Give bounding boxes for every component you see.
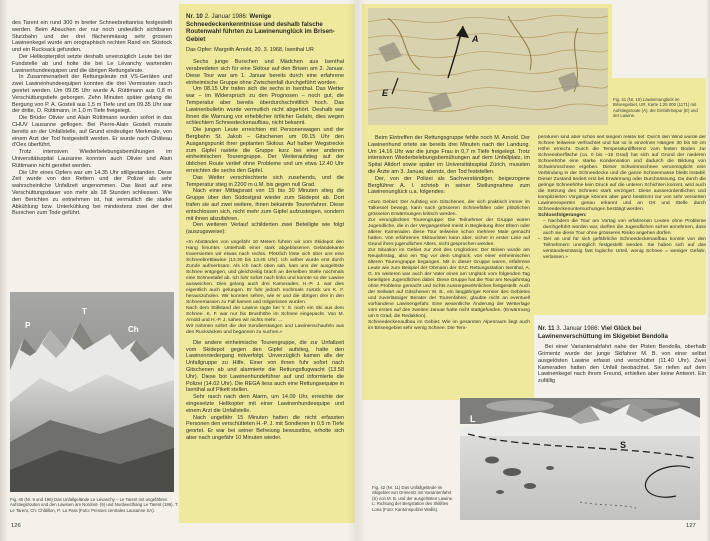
paragraph: Der, von der Polizei als Sachverständiger, beigezogene Bergführer A. I. schrieb in seiner Stellungnahme zum Lawinenunglück u.a. folgendes: bbox=[368, 175, 530, 196]
paragraph: Nach dem Stillstand der Lawine ragte bei Y. S. noch ein Ski aus dem Schnee. K. F. war nur bis Brusthöhe im Schnee eingepackt. Von M. Arnold und H.-P. J. sahen wir nichts mehr. ... bbox=[186, 305, 344, 323]
report-nr11-heading bbox=[538, 325, 706, 340]
paragraph: In Zusammenarbeit der Rettungsleute mit VS-Geräten und zwei Lawinenhundeequipen konnten die drei Vermissten rasch geortet werden. Um 09.05 Uhr wurde A. Rüttimann aus 0,8 m Verschüttungstiefe geborgen. Zehn Minuten später gelang die Bergung von P. A. Gosteli aus 1,5 m Tiefe und um 09.35 Uhr war der dritte, O. Rüttimann, in 1,0 m Tiefe freigelegt. bbox=[12, 74, 172, 115]
book-gutter bbox=[348, 0, 366, 541]
fig41-route-label-E: E bbox=[382, 88, 389, 98]
page-number-127: 127 bbox=[686, 523, 696, 529]
fig40-photo bbox=[10, 292, 174, 492]
report-nr10-victim-line: Das Opfer: Margrith Arnold, 20. 3. 1968, Isenthal UR bbox=[186, 47, 314, 54]
page-edge-left bbox=[0, 0, 8, 541]
report-nr11-body bbox=[538, 344, 706, 385]
fig40-caption: Fig. 40 (Nr. 9 und 196) Das Unfallgelände Le Lévanchy – Le Tarent mit ungefähren Aufstiegsrouten und den Lawinen am Nordost- (9) und Nordwesthang Le Tarent (196). T: Le Tarent, Ch: Châtillon, P: La Para (Foto: Presses centrales Lausanne SA). bbox=[10, 497, 179, 513]
paragraph: Sehr rasch nach dem Alarm, um 14.09 Uhr, erreichte der eingesetzte Helikopter mit einer Lawinenhundeequipe und einem Arzt die Unfallstelle. bbox=[186, 394, 344, 414]
paragraph: Wir nahmen sofort die drei Sondierstangen und Lawinenschaufeln aus den Rucksäcken und begannen zu suchen.» bbox=[186, 323, 344, 335]
paragraph: «Zum Gebiet: Der Aufstieg von Gitschenen, der sich praktisch immer im Talkessel bewegt, kann nach grösseren Schneefällen oder plötzlichen grösseren Erwärmungen kritisch werden. bbox=[368, 200, 530, 218]
paragraph: Sechs junge Burschen und Mädchen aus Isenthal verabredeten sich für eine Skitour auf den Brisen am 2. Januar. Diese Tour war am 1. Januar bereits durch eine erfahrene einheimische Gruppe ohne Zwischenfall durchgeführt worden. bbox=[186, 59, 344, 86]
fig41-route-label-A: A bbox=[472, 34, 479, 44]
paragraph: – Der an und für sich gefährliche Schneedeckenaufbau konnte von den Teilnehmern unmöglich festgestellt werden. Sie haben sich auf das verstandesmässig fast logische Urteil, wenig Schnee = weniger Gefahr, verlassen.» bbox=[538, 237, 706, 260]
paragraph: Die jungen Leute erreichten mit Personenwagen und der Bergbahn St. Jakob – Gitschenen um 09.15 Uhr den Ausgangspunkt ihrer geplanten Skitour. Auf halber Wegstrecke zum Gipfel rastete die Gruppe kurz bei einer anderen einheimischen Tourengruppe. Der Weiteraufstieg auf der üblichen Route verlief ohne Probleme und um etwa 12.40 Uhr erreichten die sechs den Gipfel. bbox=[186, 127, 344, 174]
paragraph: Nach einer Mittagsrast von 15 bis 30 Minuten stieg die Gruppe über den Südostgrat wieder zum Skidepot ab. Dort trafen sie auf zwei weitere, ihnen bekannte Tourenfahrer. Diese entschlossen sich, nicht mehr zum Gipfel aufzusteigen, sondern mit ihnen abzufahren. bbox=[186, 188, 344, 222]
paragraph: Beim Eintreffen der Rettungsgruppe fehlte noch M. Arnold. Der Lawinenhund ortete sie bereits drei Minuten nach der Landung. Um 14.16 Uhr war die junge Frau in 0,7 m Tiefe freigelegt. Trotz intensiven Wiederbelebungsbemühungen auf dem Unfallplatz, im Spital Altdorf sowie später im Universitätsspital Zürich, mussten die Ärzte am 3. Januar, abends, den Tod feststellen. bbox=[368, 135, 530, 175]
page-edge-right bbox=[706, 0, 710, 541]
conclusions-list bbox=[538, 219, 706, 261]
report-nr10-rescue bbox=[368, 135, 530, 196]
fig42-label-S: S bbox=[620, 440, 627, 450]
paragraph: des Tarent ein rund 300 m breiter Schneebrettanriss festgestellt werden. Beim Absuchen der nur noch undeutlich sichtbaren Sturzbahn und der drei flächenmässig sehr grossen Lawinenkegel wurde am orographisch rechten Rand ein Skistock und ein Rucksack gefunden. bbox=[12, 20, 172, 54]
paragraph: Das Wetter verschlechterte sich zusehends, und die Temperatur stieg in 2200 m ü.M. bis gegen null Grad. bbox=[186, 174, 344, 188]
paragraph: Die Brüder Olivier und Alain Rüttimann wurden sofort in das CHUV Lausanne geflogen. Bei Pierre-Alain Gosteli musste bereits an der Unfallstelle, auf Grund eindeutiger Merkmale, von einem Arzt der Tod festgestellt werden. Er wurde nach Château d'Oex überführt. bbox=[12, 115, 172, 149]
page127-columnB-text bbox=[538, 135, 706, 313]
paragraph: Bei einer Variantenabfahrt nahe der Pisten Bendolla, oberhalb Grimentz wurde der junge Skifahrer M. B. von einer selbst ausgelösten Lawine erfasst und verschüttet (11.40 Uhr). Zwei Kameraden hatten den Unfall beobachtet. Sie riefen auf dem Lawinenkegel nach ihrem Freund, erhielten aber keine Antwort. Ein zufällig bbox=[538, 344, 706, 385]
paragraph: Schneedeckenaufbau im Gebiet: Wie im gesamten Alpenraum liegt auch im Brisengebiet sehr wenig Schnee. Die Tem- bbox=[368, 320, 530, 332]
report-nr10-date: 2. Januar 1986: bbox=[204, 13, 248, 20]
paragraph: – Nachdem die Tour am Vortag von erfahrenen Leuten ohne Probleme durchgeführt worden war, durften die Jugendlichen sicher annehmen, dass auch sie diese Tour ohne grösseres Risiko angehen dürfen. bbox=[543, 219, 706, 236]
fig41-map bbox=[368, 8, 608, 125]
fig40-peak-label-P: P bbox=[25, 321, 31, 330]
report-nr11-block bbox=[538, 325, 706, 395]
report-nr10-number: Nr. 10 bbox=[186, 13, 203, 20]
fig40-peak-label-T: T bbox=[82, 307, 87, 316]
expert-quote bbox=[368, 200, 530, 332]
paragraph: Die Uhr eines Opfers war um 14.35 Uhr stillgestanden. Diese Zeit wurde von den Rettern und der Polizei als sehr wahrscheinliche Unfallzeit angenommen. Das lässt auf eine Verschüttungsdauer von mehr als 18 Stunden schliessen. Wie den Berichten zu entnehmen ist, hat vermutlich die starke Abkühlung bzw. Unterkühlung bei mindestens zwei der drei Burschen zum Tode geführt. bbox=[12, 169, 172, 217]
paragraph: Den weiteren Verlauf schilderten zwei Beteiligte wie folgt (auszugsweise): bbox=[186, 222, 344, 236]
fig41-caption: Fig. 41 (Nr. 10) Lawinenunglück im Brisengebiet, UR, Karte 1:25 000 (1171) mit Aufstiegsroute (A), der Einfahrtsspur (E) und der Lawine. bbox=[613, 97, 698, 119]
page-margin-notch bbox=[612, 4, 708, 78]
report-nr10-heading bbox=[186, 13, 344, 43]
paragraph: Nach ungefähr 15 Minuten hatten die nicht erfassten Personen den verschütteten H.-P. J. mit Sondieren in 0,5 m Tiefe geortet. Er war bei seiner Befreiung bewusstlos, erholte sich aber nach ungefähr 10 Minuten wieder. bbox=[186, 414, 344, 442]
fig40-peak-label-Ch: Ch bbox=[128, 325, 139, 334]
report-nr11-title: Viel Glück bei Lawinenverschüttung im Skigebiet Bendolla bbox=[538, 325, 668, 340]
page126-column1-text bbox=[12, 20, 172, 275]
report-nr10-body-continued bbox=[186, 340, 344, 442]
report-nr10-body bbox=[186, 59, 344, 236]
paragraph: Die andere einheimische Tourengruppe, die zur Unfallzeit vom Skidepot gegen den Gipfel aufstieg, hatte den Lawinenniedergang mitverfolgt. Unverzüglich kamen alle der Unfallgruppe zu Hilfe. Einer von ihnen fuhr sofort nach Gitschenen ab und alarmierte die Rettungsflugwacht (13.58 Uhr). Diese bot Lawinenhundeführer auf und informierte die Polizei (14.02 Uhr). Die REGA liess auch eine Rettungsequipe in Isenthal auf Pikett stellen. bbox=[186, 339, 344, 394]
fig42-photo bbox=[460, 398, 700, 520]
report-nr11-number: Nr. 11 bbox=[538, 325, 555, 332]
fig42-caption: Fig. 42 (Nr. 11) Das Unfallgelände im Skigebiet von Grimentz mit Variantenfahrt (S) von M. B. und der ausgelösten Lawine. L: Richtung der Bergstation des Skiliftes Lona (Foto: Kantonspolizei Wallis). bbox=[372, 485, 454, 512]
conclusions-heading: Schlussfolgerungen: bbox=[538, 213, 587, 218]
paragraph: Zur verunglückten Tourengruppe: Die Teilnehmer der Gruppe waren Jugendliche, die in der Vergangenheit meist in Begleitung ihrer Eltern oder älterer Kameraden diese Tour teilweise schon mehrere Male gemacht hatten. Von erfahrenen Skitouristen kann aber, sicher in erster Linie auf Grund ihres jugendlichen Alters, nicht gesprochen werden. bbox=[368, 218, 530, 248]
page127-columnA-text bbox=[368, 135, 530, 398]
report-nr10-title: Wenige Schneedeckenkenntnisse und deshalb falsche Routenwahl führten zu Lawinenunglück im Brisen-Gebiet bbox=[186, 13, 335, 43]
expert-quote-continued bbox=[538, 135, 706, 213]
fig42-label-L: L bbox=[470, 414, 476, 424]
paragraph: «In Abständen von ungefähr 10 Metern fuhren wir vom Skidepot den Hang hinunter. Unterhalb einer stark abgeblasenen Geländekante traversierten wir etwas nach rechts. Plötzlich löste sich über uns eine Schneebrettlawine (13.30 bis 13.45 Uhr). Ich selber wurde erst durch Zurufe aufmerksam. Als ich nach oben sah, kam uns der ausgelöste Schnee entgegen, und gleichzeitig brach an derselben Stelle nochmals eine Schneetafel ab. Ich fuhr sofort nach links und konnte so der Lawine ausweichen. Dies gelang auch drei Kameraden. H.-P. J. war dies eigentlich auch gelungen. Er fuhr jedoch nochmals zurück um K. F. herauszuholen. Wir konnten sehen, wie er und die übrigen drei in den Schneemassen zu Fall kamen und mitgerissen wurden. bbox=[186, 239, 344, 305]
paragraph: peraturen sind aber schon seit langem relativ tief. Durch den Wind wurde der Schnee teilweise verfrachtet und hat so in einzelnen Hängen 30 bis 50 cm Höhe erreicht. Durch die Temperaturdifferenz vom festen Boden zur Schneeoberfläche (ca. 0 bis –15 Grad) hat sich auf Grund der niederen Schneehöhe eine starke Kondensation und dadurch die Bildung von Schwimmschnee ergeben. Dieser Schwimmschnee verunmöglicht eine Verbindung in der Schneedecke und die ganze Schneemasse bleibt instabil. Dieser Zustand ändert erst bei Erwärmung oder Durchnässung. Da durch die geringe Schneehöhe kein Druck auf die unteren Schichten kommt, wird auch die Setzung des Schnees stark verzögert. Diese ausserordentlichen und komplizierten Vorgänge können aber ganz bestimmt nur von sehr versierten Lawinenexperten genau erkannt und an Ort und Stelle durch Schneedeckenuntersuchungen bestätigt werden. bbox=[538, 135, 706, 212]
report-nr11-date: 3. Januar 1986: bbox=[556, 325, 600, 332]
witness-quote bbox=[186, 240, 344, 336]
paragraph: Der Helikopterpilot setzte deshalb unverzüglich Leute bei der Fundstelle ab und holte die bei Le Lévanchy wartenden Lawinenhundeequipen und die übrigen Rettungsleute. bbox=[12, 53, 172, 74]
page126-column2-text bbox=[186, 13, 344, 518]
paragraph: Zur Situation im Gebiet zur Zeit des Unglückes: Der Brisen wurde am Neujahrstag, also ein Tag vor dem Unglück, von einer einheimischen älteren Tourengruppe begangen. Mit in dieser Gruppe waren, erfahrene Leute wie zum Beispiel der Obmann der SAC Rettungsstation Isenthal, A. G. Im weiteren war auch der Vater eines am Unglück vom folgenden Tag beteiligten Jugendlichen dabei. Diese Gruppe hat die Tour am Neujahrstag ohne Probleme gemacht und nichts Aussergewöhnliches festgestellt. Auch der Seilwart auf Gitschenen W. B., ein langjähriger Kenner des Gebietes und zuverlässiger Berater der Tourenfahrer, glaubte nicht an eventuell vorhandene Lawinengefahr. Eine wesentliche Änderung der Wetterlage vom ersten auf den zweiten Januar hatte nicht stattgefunden. (Erwärmung um 5 Grad; die Redaktion). bbox=[368, 248, 530, 320]
paragraph: Um 08.15 Uhr trafen sich die sechs in Isenthal. Das Wetter war – im Widerspruch zu den Prognosen – noch gut, die Temperatur aber bereits überdurchschnittlich hoch. Das Lawinenbulletin wurde vermutlich nicht abgehört. Deshalb war ihnen die Warnung vor erheblicher örtlicher Gefahr, dies wegen schlechtem Schneedeckenaufbau, nicht bekannt. bbox=[186, 86, 344, 127]
page-number-126: 126 bbox=[11, 523, 21, 529]
paragraph: Trotz intensiven Wiederbelebungsbemühungen im Universitätsspital Lausanne konnten auch Olivier und Alain Rüttimann nicht gerettet werden. bbox=[12, 149, 172, 169]
